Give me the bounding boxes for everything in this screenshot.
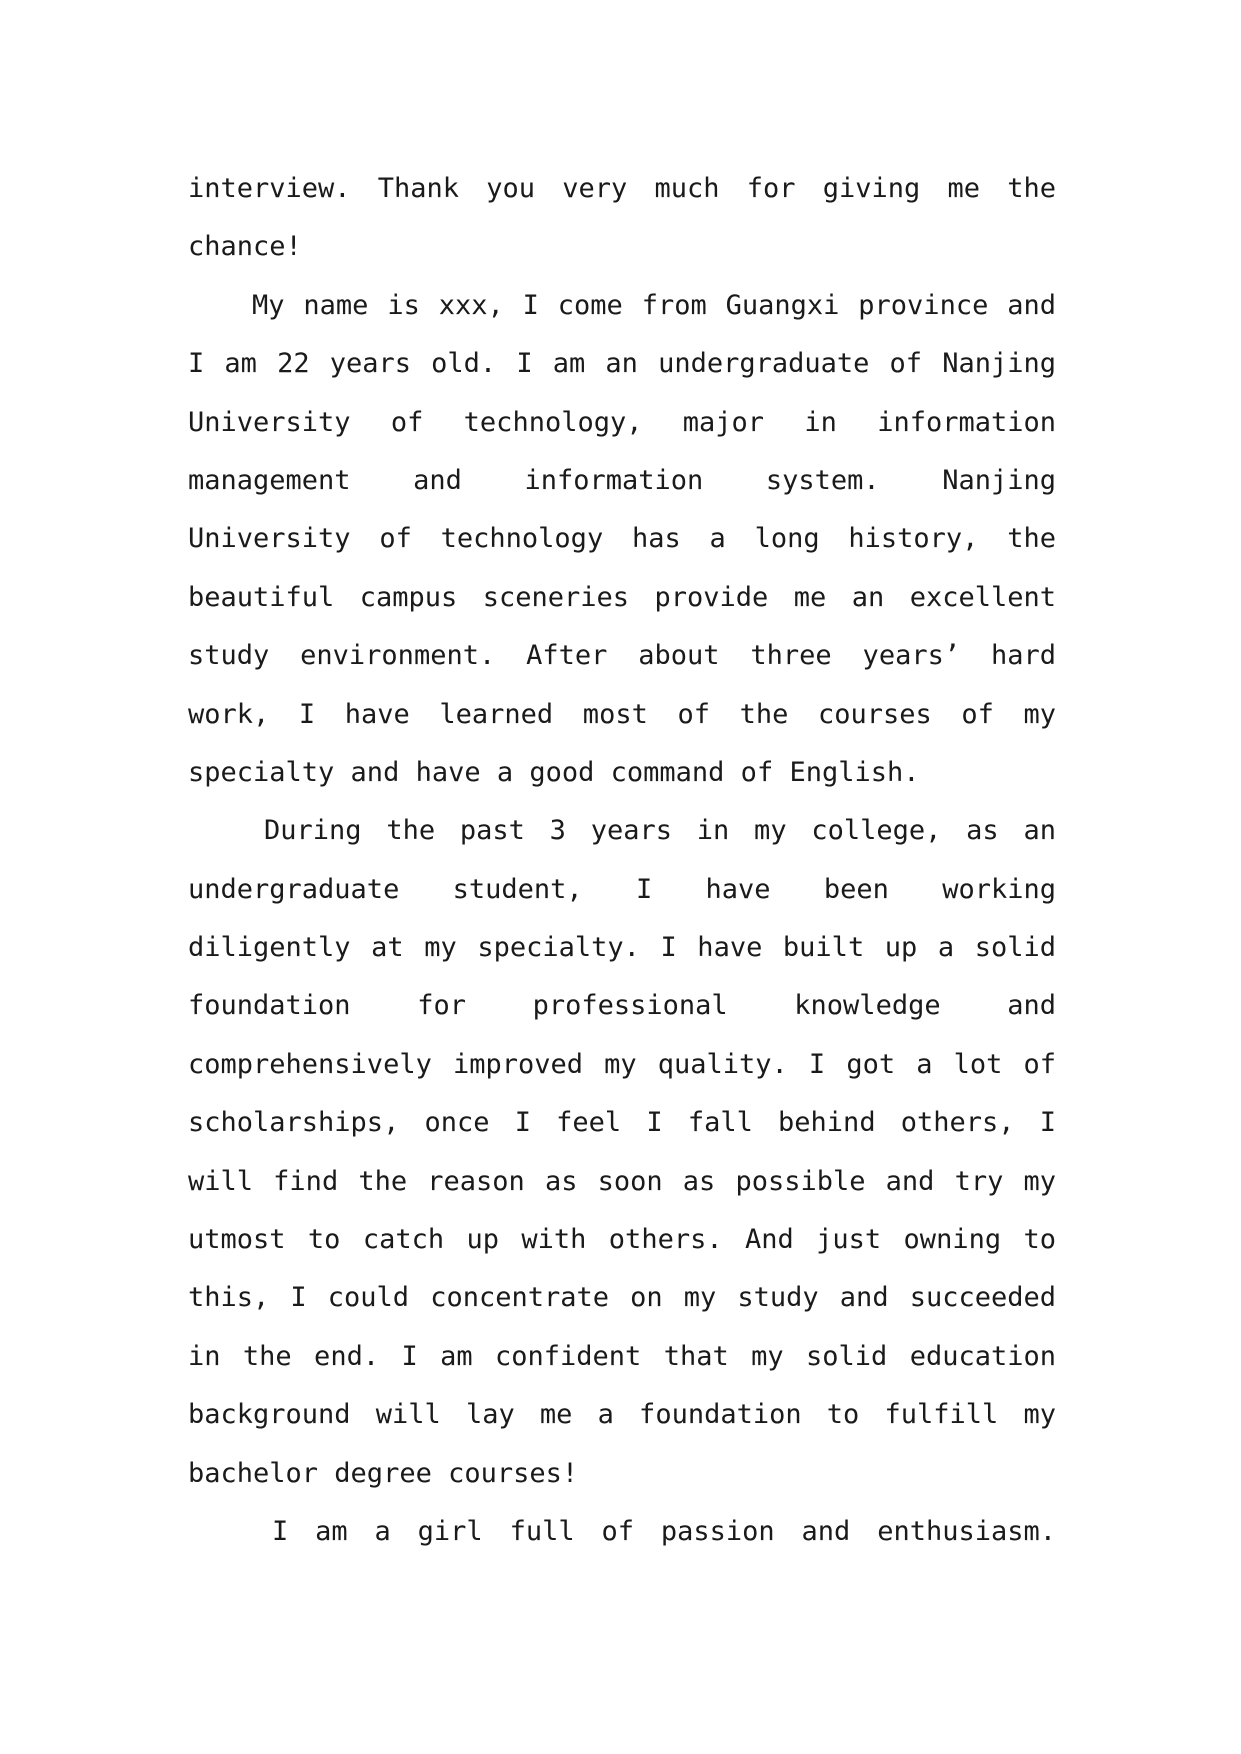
text-line: interview. Thank you very much for giving me the <box>188 173 1056 204</box>
paragraph-first-line: During the past 3 years in my college, as an <box>264 815 1056 847</box>
text-line: I am 22 years old. I am an undergraduate of Nanjing <box>188 348 1056 380</box>
text-line: comprehensively improved my quality. I got a lot of <box>188 1048 1056 1080</box>
paragraph-first-line: My name is xxx, I come from Guangxi province and <box>252 289 1056 321</box>
text-line: study environment. After about three years’ hard <box>188 640 1056 672</box>
text-line: chance! <box>188 231 302 263</box>
text-line: University of technology has a long history, the <box>188 523 1056 555</box>
text-line: beautiful campus sceneries provide me an excellent <box>188 581 1056 613</box>
text-line: specialty and have a good command of English. <box>188 756 920 788</box>
text-line: utmost to catch up with others. And just owning to <box>188 1224 1056 1256</box>
text-line: work, I have learned most of the courses of my <box>188 698 1056 730</box>
text-line: foundation for professional knowledge and <box>188 990 1056 1022</box>
text-line: University of technology, major in information <box>188 406 1056 438</box>
text-line: diligently at my specialty. I have built up a solid <box>188 932 1056 964</box>
text-line: background will lay me a foundation to fulfill my <box>188 1399 1056 1431</box>
text-line: this, I could concentrate on my study and succeeded <box>188 1282 1056 1314</box>
document-body <box>188 160 1056 1561</box>
text-line: will find the reason as soon as possible and try my <box>188 1165 1056 1197</box>
text-line: in the end. I am confident that my solid education <box>188 1340 1056 1372</box>
paragraph-first-line: I am a girl full of passion and enthusiasm. <box>272 1515 1056 1547</box>
text-line: scholarships, once I feel I fall behind others, I <box>188 1107 1056 1139</box>
text-line: management and information system. Nanjing <box>188 464 1056 496</box>
text-line: undergraduate student, I have been working <box>188 873 1056 905</box>
text-line: bachelor degree courses! <box>188 1457 579 1489</box>
